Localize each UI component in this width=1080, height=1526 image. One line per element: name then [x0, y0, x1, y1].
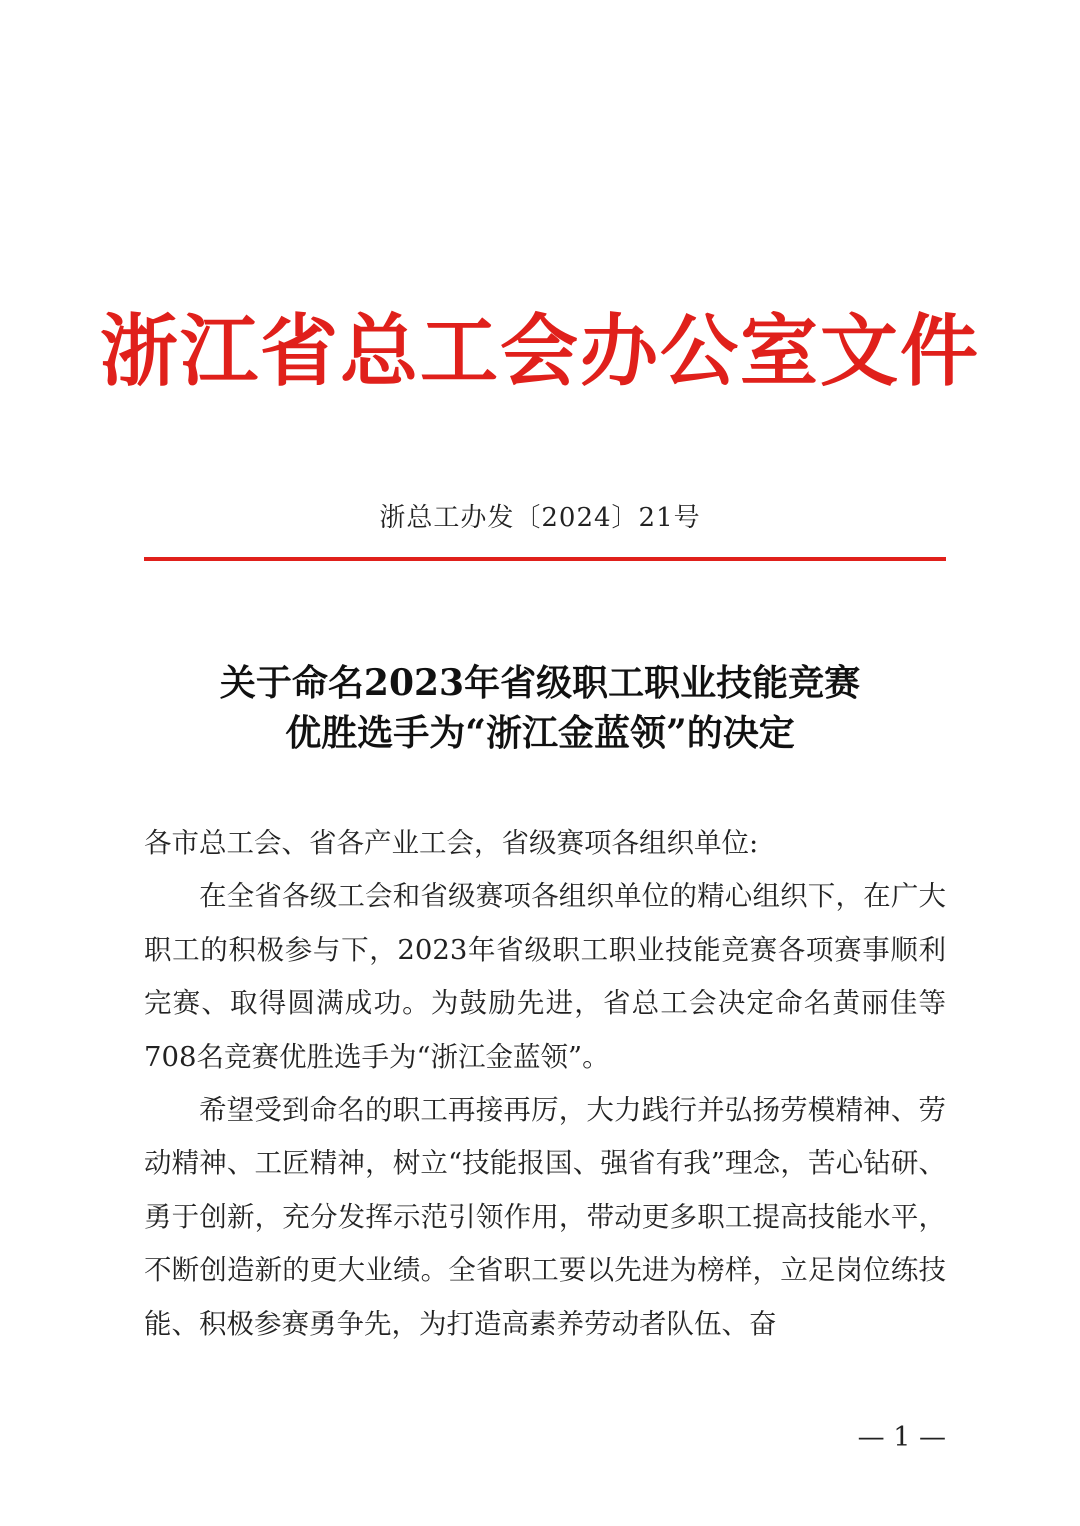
body-paragraph-1: 在全省各级工会和省级赛项各组织单位的精心组织下，在广大职工的积极参与下，2023年省级职工职业技能竞赛各项赛事顺利完赛、取得圆满成功。为鼓励先进，省总工会决定命名黄丽佳等708名竞赛优胜选手为“浙江金蓝领”。 [144, 880, 946, 1073]
page-number: — 1 — [857, 1422, 946, 1453]
document-number: 浙总工办发〔2024〕21号 [379, 503, 701, 533]
body-paragraph-2: 希望受到命名的职工再接再厉，大力践行并弘扬劳模精神、劳动精神、工匠精神，树立“技能报国、强省有我”理念，苦心钻研、勇于创新，充分发挥示范引领作用，带动更多职工提高技能水平，不断创造新的更大业绩。全省职工要以先进为榜样，立足岗位练技能、积极参赛勇争先，为打造高素养劳动者队伍、奋 [144, 1094, 946, 1340]
salutation: 各市总工会、省各产业工会，省级赛项各组织单位: [144, 827, 759, 859]
document-header-title: 浙江省总工会办公室文件 [99, 307, 980, 397]
decision-title-line-1: 关于命名2023年省级职工职业技能竞赛 [219, 662, 861, 704]
red-divider-line [144, 557, 946, 561]
decision-title-line-2: 优胜选手为“浙江金蓝领”的决定 [285, 712, 795, 754]
document-body [144, 817, 946, 1351]
decision-title [0, 658, 1080, 758]
